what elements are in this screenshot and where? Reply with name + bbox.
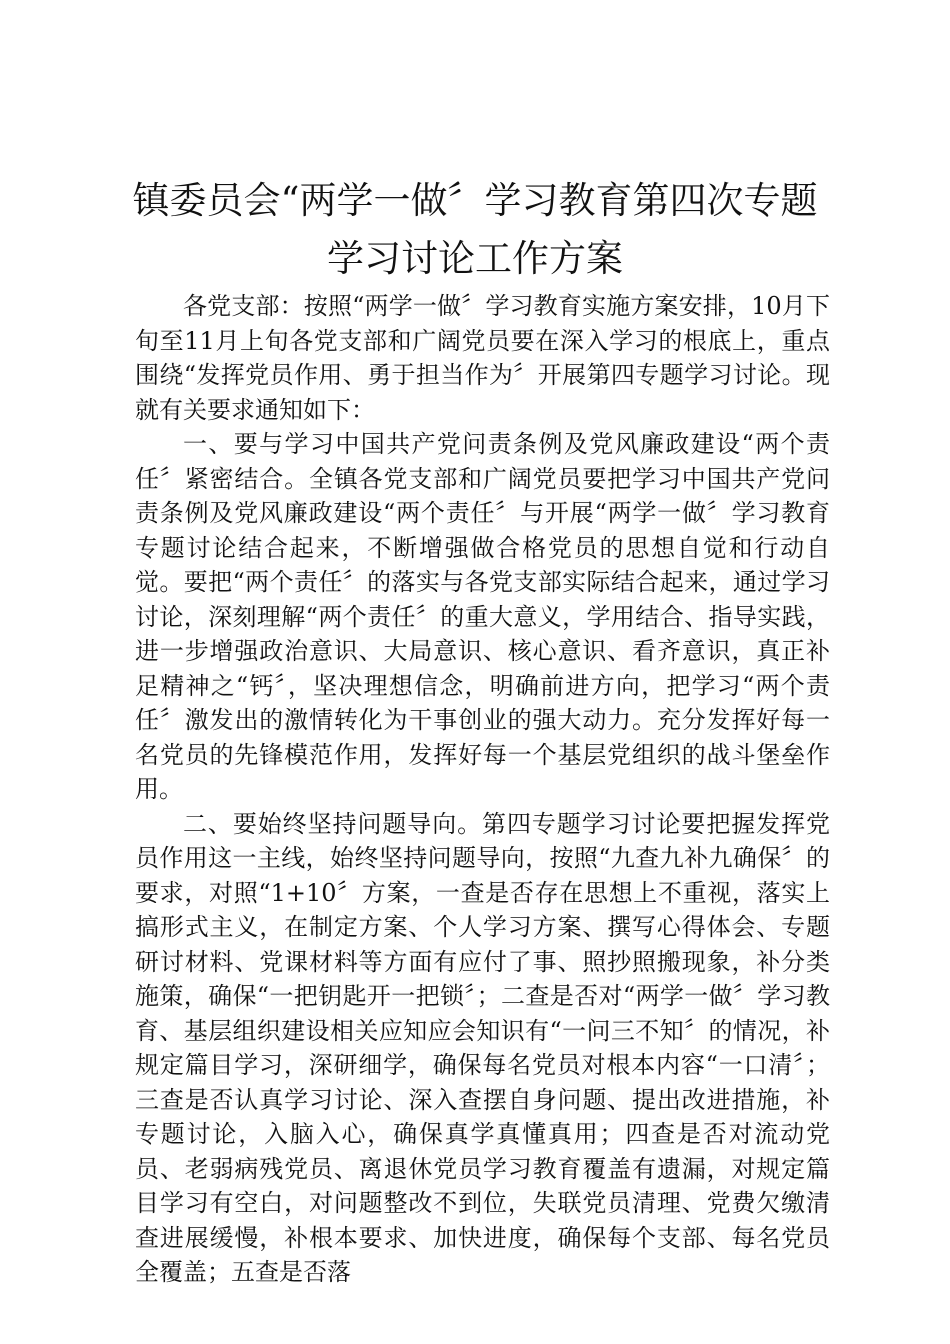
document-body — [135, 289, 830, 1290]
document-title: 镇委员会“两学一做〞学习教育第四次专题学习讨论工作方案 — [132, 179, 818, 280]
body-paragraph: 一、要与学习中国共产党问责条例及党风廉政建设“两个责任〞紧密结合。全镇各党支部和广阔党员要把学习中国共产党问责条例及党风廉政建设“两个责任〞与开展“两学一做〞学习教育专题讨论结合起来，不断增强做合格党员的思想自觉和行动自觉。要把“两个责任〞的落实与各党支部实际结合起来，通过学习讨论，深刻理解“两个责任〞的重大意义，学用结合、指导实践，进一步增强政治意识、大局意识、核心意识、看齐意识，真正补足精神之“钙〞，坚决理想信念，明确前进方向，把学习“两个责任〞激发出的激情转化为干事创业的强大动力。充分发挥好每一名党员的先锋模范作用，发挥好每一个基层党组织的战斗堡垒作用。 — [135, 430, 830, 803]
body-paragraph: 各党支部：按照“两学一做〞学习教育实施方案安排，10月下旬至11月上旬各党支部和广阔党员要在深入学习的根底上，重点围绕“发挥党员作用、勇于担当作为〞开展第四专题学习讨论。现就有关要求通知如下： — [135, 292, 830, 424]
body-paragraph: 二、要始终坚持问题导向。第四专题学习讨论要把握发挥党员作用这一主线，始终坚持问题导向，按照“九查九补九确保〞的要求，对照“1+10〞方案，一查是否存在思想上不重视，落实上搞形式主义，在制定方案、个人学习方案、撰写心得体会、专题研讨材料、党课材料等方面有应付了事、照抄照搬现象，补分类施策，确保“一把钥匙开一把锁〞；二查是否对“两学一做〞学习教育、基层组织建设相关应知应会知识有“一问三不知〞的情况，补规定篇目学习，深研细学，确保每名党员对根本内容“一口清〞；三查是否认真学习讨论、深入查摆自身问题、提出改进措施，补专题讨论，入脑入心，确保真学真懂真用；四查是否对流动党员、老弱病残党员、离退休党员学习教育覆盖有遗漏，对规定篇目学习有空白，对问题整改不到位，失联党员清理、党费欠缴清查进展缓慢，补根本要求、加快进度，确保每个支部、每名党员全覆盖；五查是否落 — [135, 809, 830, 1286]
